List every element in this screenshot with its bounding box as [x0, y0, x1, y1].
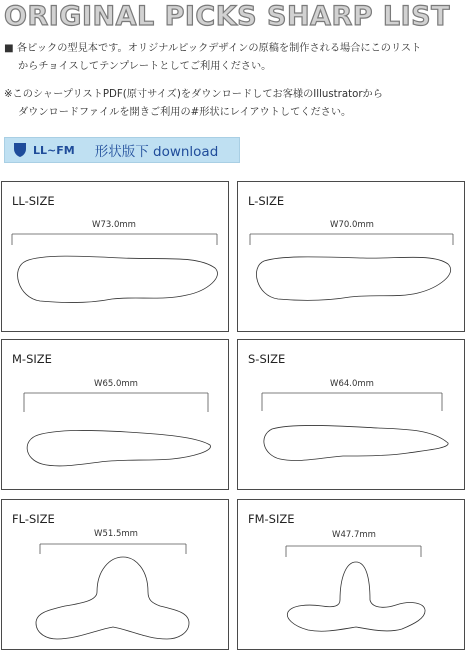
note-line: ※このシャープリストPDF(原寸サイズ)をダウンロードしてお客様のIllustratorから	[4, 89, 383, 100]
pick-card-fm	[237, 499, 465, 650]
dimension-label: W73.0mm	[92, 220, 136, 230]
pick-diagram	[2, 182, 230, 333]
dimension-label: W51.5mm	[94, 529, 138, 539]
pick-outline	[264, 425, 448, 460]
page-title: ORIGINAL PICKS SHARP LIST	[4, 1, 451, 32]
pick-diagram	[238, 182, 466, 333]
size-label: LL-SIZE	[12, 194, 55, 208]
pick-outline	[287, 562, 425, 631]
pick-diagram	[238, 500, 466, 651]
pick-card-fl	[1, 499, 229, 650]
note-line: ■ 各ピックの型見本です。オリジナルピックデザインの原稿を制作される場合にこのリスト	[4, 43, 422, 54]
size-label: FM-SIZE	[248, 512, 295, 526]
pick-outline	[36, 557, 189, 639]
dimension-label: W47.7mm	[332, 530, 376, 540]
size-label: M-SIZE	[12, 352, 52, 366]
note-download-instructions	[4, 86, 383, 122]
pick-card-m	[1, 339, 229, 490]
download-button[interactable]	[4, 137, 240, 163]
size-label: FL-SIZE	[12, 512, 55, 526]
note-template-usage	[4, 40, 421, 76]
pick-diagram	[2, 500, 230, 651]
download-link-label: 形状版下 download	[94, 144, 219, 160]
pick-outline	[256, 257, 450, 300]
pick-card-l	[237, 181, 465, 332]
dimension-label: W64.0mm	[330, 379, 374, 389]
shield-icon	[13, 142, 27, 158]
download-range-label: LL~FM	[33, 143, 75, 157]
size-label: S-SIZE	[248, 352, 286, 366]
pick-diagram	[238, 340, 466, 491]
dimension-label: W70.0mm	[330, 220, 374, 230]
pick-card-ll	[1, 181, 229, 332]
note-line: からチョイスしてテンプレートとしてご利用ください。	[18, 61, 272, 72]
pick-diagram	[2, 340, 230, 491]
pick-card-s	[237, 339, 465, 490]
pick-outline	[18, 256, 218, 303]
note-line: ダウンロードファイルを開きご利用の#形状にレイアウトしてください。	[18, 107, 352, 118]
size-label: L-SIZE	[248, 194, 285, 208]
dimension-label: W65.0mm	[94, 379, 138, 389]
pick-outline	[27, 430, 210, 465]
